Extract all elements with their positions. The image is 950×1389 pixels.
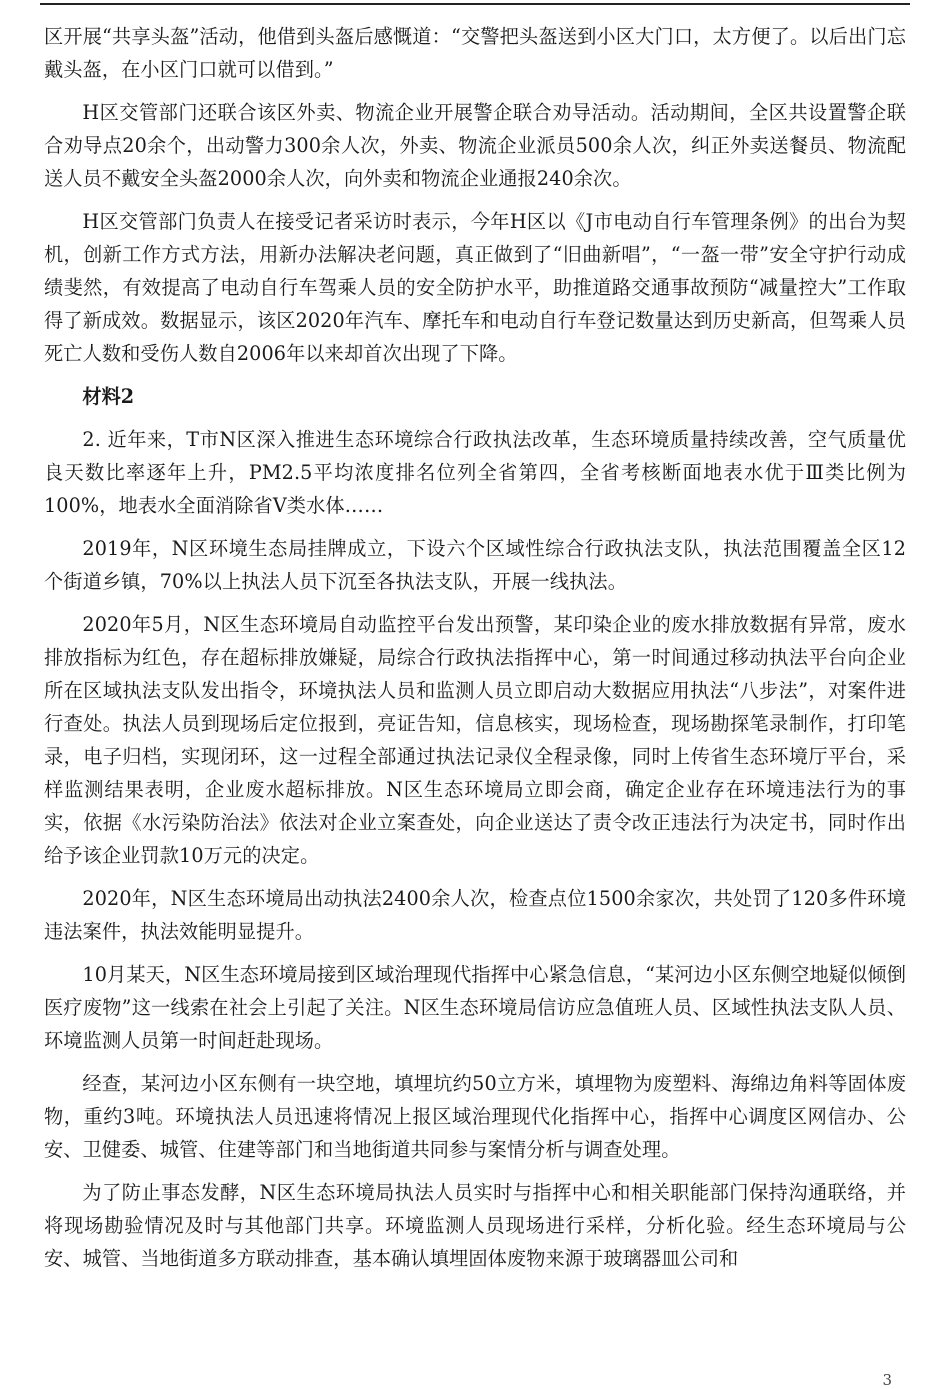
document-body: [44, 20, 906, 1285]
paragraph: H区交管部门还联合该区外卖、物流企业开展警企联合劝导活动。活动期间，全区共设置警企联合劝导点20余个，出动警力300余人次，外卖、物流企业派员500余人次，纠正外卖送餐员、物流配送人员不戴安全头盔2000余人次，向外卖和物流企业通报240余次。: [44, 101, 906, 190]
top-rule: [40, 3, 910, 5]
paragraph: 2020年5月，N区生态环境局自动监控平台发出预警，某印染企业的废水排放数据有异常，废水排放指标为红色，存在超标排放嫌疑，局综合行政执法指挥中心，第一时间通过移动执法平台向企业所在区域执法支队发出指令，环境执法人员和监测人员立即启动大数据应用执法“八步法”，对案件进行查处。执法人员到现场后定位报到，亮证告知，信息核实，现场检查，现场勘探笔录制作，打印笔录，电子归档，实现闭环，这一过程全部通过执法记录仪全程录像，同时上传省生态环境厅平台，采样监测结果表明，企业废水超标排放。N区生态环境局立即会商，确定企业存在环境违法行为的事实，依据《水污染防治法》依法对企业立案查处，向企业送达了责令改正违法行为决定书，同时作出给予该企业罚款10万元的决定。: [44, 613, 906, 867]
paragraph: H区交管部门负责人在接受记者采访时表示，今年H区以《J市电动自行车管理条例》的出台为契机，创新工作方式方法，用新办法解决老问题，真正做到了“旧曲新唱”，“一盔一带”安全守护行动成绩斐然，有效提高了电动自行车驾乘人员的安全防护水平，助推道路交通事故预防“减量控大”工作取得了新成效。数据显示，该区2020年汽车、摩托车和电动自行车登记数量达到历史新高，但驾乘人员死亡人数和受伤人数自2006年以来却首次出现了下降。: [44, 210, 906, 365]
paragraph: 为了防止事态发酵，N区生态环境局执法人员实时与指挥中心和相关职能部门保持沟通联络，并将现场勘验情况及时与其他部门共享。环境监测人员现场进行采样，分析化验。经生态环境局与公安、城管、当地街道多方联动排查，基本确认填埋固体废物来源于玻璃器皿公司和: [44, 1181, 906, 1270]
paragraph: 2. 近年来，T市N区深入推进生态环境综合行政执法改革，生态环境质量持续改善，空气质量优良天数比率逐年上升，PM2.5平均浓度排名位列全省第四，全省考核断面地表水优于Ⅲ类比例为100%，地表水全面消除省Ⅴ类水体……: [44, 428, 906, 517]
paragraph: 2020年，N区生态环境局出动执法2400余人次，检查点位1500余家次，共处罚了120多件环境违法案件，执法效能明显提升。: [44, 887, 906, 943]
paragraph-continued: 区开展“共享头盔”活动，他借到头盔后感慨道：“交警把头盔送到小区大门口，太方便了。以后出门忘戴头盔，在小区门口就可以借到。”: [44, 25, 906, 81]
paragraph: 10月某天，N区生态环境局接到区域治理现代指挥中心紧急信息，“某河边小区东侧空地疑似倾倒医疗废物”这一线索在社会上引起了关注。N区生态环境局信访应急值班人员、区域性执法支队人员、环境监测人员第一时间赶赴现场。: [44, 963, 906, 1052]
page-number: 3: [882, 1371, 892, 1389]
section-heading: 材料2: [82, 385, 135, 408]
paragraph: 经查，某河边小区东侧有一块空地，填埋坑约50立方米，填埋物为废塑料、海绵边角料等固体废物，重约3吨。环境执法人员迅速将情况上报区域治理现代化指挥中心，指挥中心调度区网信办、公安、卫健委、城管、住建等部门和当地街道共同参与案情分析与调查处理。: [44, 1072, 906, 1161]
paragraph: 2019年，N区环境生态局挂牌成立，下设六个区域性综合行政执法支队，执法范围覆盖全区12个街道乡镇，70%以上执法人员下沉至各执法支队，开展一线执法。: [44, 537, 906, 593]
